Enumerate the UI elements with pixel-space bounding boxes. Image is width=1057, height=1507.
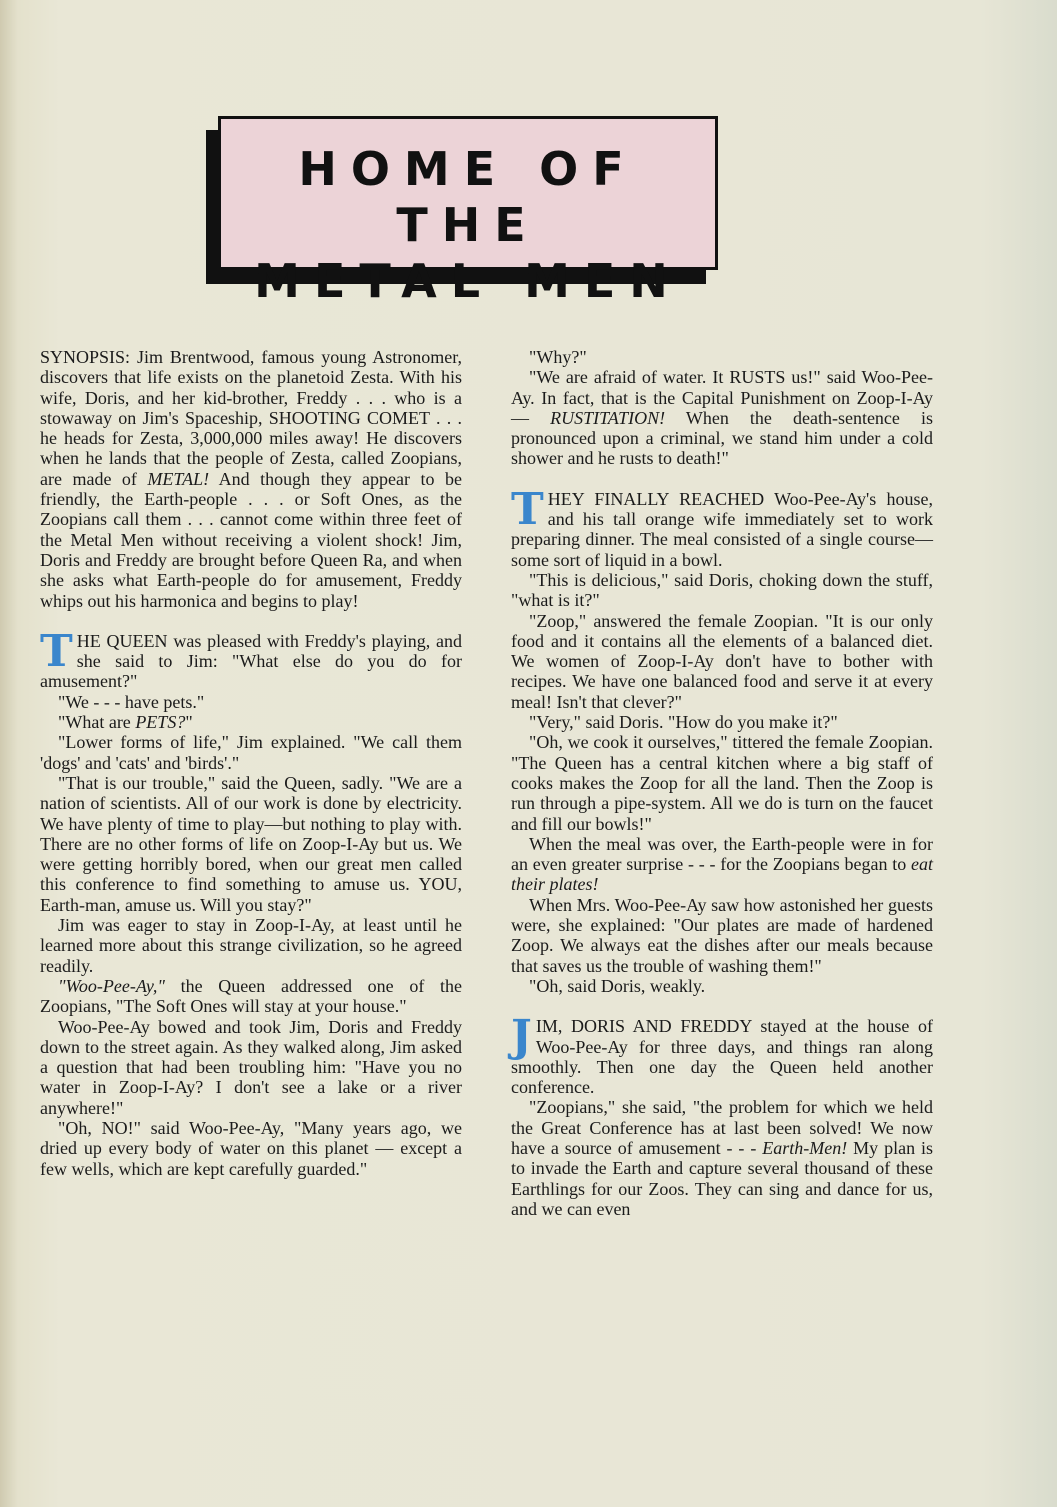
title-line-2: METAL MEN (254, 254, 682, 308)
paragraph (511, 1097, 933, 1219)
paragraph (40, 915, 462, 976)
italic-text: Earth-Men! (762, 1137, 848, 1158)
text-run: " (185, 712, 193, 733)
paragraph (511, 976, 933, 996)
paragraph (40, 976, 462, 1017)
text-run: When Mrs. Woo-Pee-Ay saw how astonished her guests were, she explained: "Our plates are made of hardened Zoop. We always eat the dishes after our meals because that saves us the trouble of washing them!" (511, 894, 933, 976)
text-run: "Zoop," answered the female Zoopian. "It is our only food and it contains all the elements of a balanced diet. We women of Zoop-I-Ay don't have to bother with recipes. We have one balanced food and serve it at every meal! Isn't that clever?" (511, 610, 933, 712)
paragraph (40, 732, 462, 773)
text-run: IM, DORIS AND FREDDY stayed at the house of Woo-Pee-Ay for three days, and things ran along smoothly. Then one day the Queen held another conference. (511, 1016, 933, 1098)
title-line-1: HOME OF THE (298, 142, 638, 252)
text-run: "That is our trouble," said the Queen, sadly. "We are a nation of scientists. All of our work is done by electricity. We have plenty of time to play—but nothing to play with. There are no other forms of life on Zoop-I-Ay but us. We were getting horribly bored, when our great men called this conference to find something to amuse us. YOU, Earth-man, amuse us. Will you stay?" (40, 772, 462, 915)
paragraph (40, 347, 462, 611)
paragraph (511, 712, 933, 732)
text-run: HEY FINALLY REACHED Woo-Pee-Ay's house, and his tall orange wife immediately set to work preparing dinner. The meal consisted of a single course—some sort of liquid in a bowl. (511, 488, 933, 570)
text-run: Jim was eager to stay in Zoop-I-Ay, at least until he learned more about this strange civilization, so he agreed readily. (40, 915, 462, 976)
paragraph (40, 1017, 462, 1118)
paragraph (511, 895, 933, 976)
paragraph (511, 732, 933, 833)
text-column-right (511, 347, 933, 1219)
italic-text: eat their plates! (511, 854, 933, 895)
paragraph (40, 625, 462, 692)
text-run: HE QUEEN was pleased with Freddy's playing, and she said to Jim: "What else do you do for amusement?" (40, 630, 462, 692)
text-column-left (40, 347, 462, 1179)
italic-text: METAL! (147, 468, 210, 489)
text-run: When the meal was over, the Earth-people were in for an even greater surprise - - - for the Zoopians began to (511, 833, 933, 875)
drop-cap: J (511, 1011, 532, 1063)
paragraph (511, 570, 933, 611)
drop-cap: T (511, 483, 544, 535)
text-run: "We are afraid of water. It RUSTS us!" said Woo-Pee-Ay. In fact, that is the Capital Punishment on Zoop-I-Ay — (511, 367, 933, 428)
text-run: My plan is to invade the Earth and capture several thousand of these Earthlings for our Zoos. They can sing and dance for us, and we can even (511, 1137, 933, 1219)
story-title-box (218, 116, 718, 308)
text-run: "This is delicious," said Doris, choking down the stuff, "what is it?" (511, 569, 933, 611)
paragraph (511, 1011, 933, 1098)
italic-text: RUSTITATION! (550, 407, 666, 428)
text-run: When the death-sentence is pronounced upon a criminal, we stand him under a cold shower and he rusts to death!" (511, 407, 933, 469)
paragraph (40, 1118, 462, 1179)
text-run: "Why?" (529, 347, 587, 367)
text-run: "Oh, we cook it ourselves," tittered the female Zoopian. "The Queen has a central kitchen where a big staff of cooks makes the Zoop for all the land. Then the Zoop is run through a pipe-system. All we do is turn on the faucet and fill our bowls!" (511, 732, 933, 834)
text-run: "Lower forms of life," Jim explained. "We call them 'dogs' and 'cats' and 'birds'." (40, 732, 462, 773)
paragraph (511, 834, 933, 895)
story-title (221, 141, 715, 309)
text-run: "Oh, NO!" said Woo-Pee-Ay, "Many years ago, we dried up every body of water on this planet — except a few wells, which are kept carefully guarded." (40, 1117, 462, 1179)
drop-cap: T (40, 625, 73, 677)
text-run: the Queen addressed one of the Zoopians, "The Soft Ones will stay at your house." (40, 975, 462, 1017)
text-run: "Oh, said Doris, weakly. (529, 975, 706, 996)
paragraph (511, 367, 933, 468)
text-run: SYNOPSIS: Jim Brentwood, famous young Astronomer, discovers that life exists on the planetoid Zesta. With his wife, Doris, and her kid-brother, Freddy . . . who is a stowaway on Jim's Spaceship, SHOOTING COMET . . . he heads for Zesta, 3,000,000 miles away! He discovers when he lands that the people of Zesta, called Zoopians, are made of (40, 347, 462, 489)
italic-text: "Woo-Pee-Ay," (58, 975, 165, 996)
paragraph (40, 712, 462, 732)
text-run: "We - - - have pets." (58, 691, 205, 712)
paragraph (40, 773, 462, 915)
paragraph (511, 347, 933, 367)
text-run: "Very," said Doris. "How do you make it?" (529, 712, 838, 733)
italic-text: PETS? (135, 712, 186, 733)
paragraph (40, 692, 462, 712)
text-run: Woo-Pee-Ay bowed and took Jim, Doris and Freddy down to the street again. As they walked along, Jim asked a question that had been troubling him: "Have you no water in Zoop-I-Ay? I don't see a lake or a river anywhere!" (40, 1016, 462, 1118)
text-run: And though they appear to be friendly, the Earth-people . . . or Soft Ones, as the Zoopians call them . . . cannot come within three feet of the Metal Men without receiving a violent shock! Jim, Doris and Freddy are brought before Queen Ra, and when she asks what Earth-people do for amusement, Freddy whips out his harmonica and begins to play! (40, 468, 462, 611)
paragraph (511, 611, 933, 712)
text-run: "What are (58, 712, 136, 733)
text-run: "Zoopians," she said, "the problem for which we held the Great Conference has at last been solved! We now have a source of amusement - - - (511, 1097, 933, 1158)
paragraph (511, 483, 933, 570)
